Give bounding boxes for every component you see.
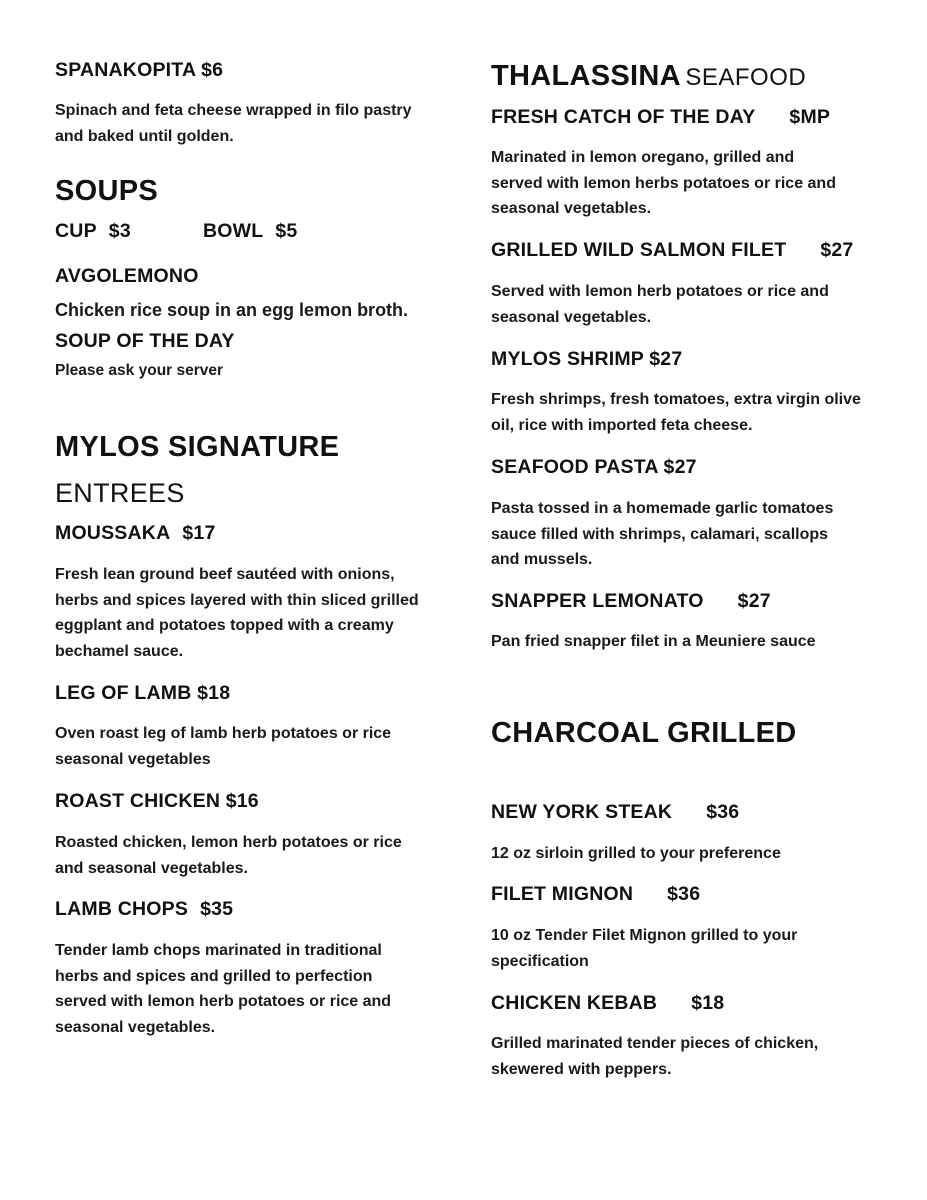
moussaka-price: $17	[182, 522, 216, 544]
fresh-catch-description	[491, 145, 836, 222]
filet-mignon-description	[491, 923, 797, 974]
description-line: 12 oz sirloin grilled to your preference	[491, 845, 781, 862]
cup-label: CUP	[55, 220, 97, 242]
description-line: Pan fried snapper filet in a Meuniere sauce	[491, 633, 816, 650]
avgolemono-title: AVGOLEMONO	[55, 265, 199, 287]
snapper-name: SNAPPER LEMONATO	[491, 590, 704, 612]
seafood-pasta-description	[491, 496, 833, 573]
description-line: and baked until golden.	[55, 127, 234, 145]
ny-steak-name: NEW YORK STEAK	[491, 801, 673, 823]
shrimp-title: MYLOS SHRIMP $27	[491, 348, 683, 370]
description-line: Tender lamb chops marinated in traditional	[55, 942, 382, 959]
seafood-heading-light: SEAFOOD	[685, 64, 807, 91]
seafood-heading-bold: THALASSINA	[491, 60, 681, 92]
description-line: seasonal vegetables	[55, 750, 211, 768]
bowl-label: BOWL	[203, 220, 264, 242]
lamb-chops-description	[55, 938, 391, 1040]
soup-of-the-day-title: SOUP OF THE DAY	[55, 330, 235, 352]
fresh-catch-price: $MP	[789, 106, 831, 128]
lamb-chops-price: $35	[200, 898, 234, 920]
salmon-description	[491, 279, 829, 330]
chicken-kebab-title	[491, 992, 724, 1015]
snapper-title	[491, 590, 771, 613]
spanakopita-description	[55, 98, 412, 149]
description-line: bechamel sauce.	[55, 642, 184, 660]
moussaka-title	[55, 522, 216, 545]
description-line: Spinach and feta cheese wrapped in filo pastry	[55, 102, 412, 119]
description-line: served with lemon herb potatoes or rice and	[55, 993, 392, 1010]
description-line: seasonal vegetables.	[491, 308, 652, 326]
spanakopita-title: SPANAKOPITA $6	[55, 59, 224, 81]
description-line: 10 oz Tender Filet Mignon grilled to your	[491, 927, 798, 944]
fresh-catch-title	[491, 106, 830, 129]
description-line: skewered with peppers.	[491, 1060, 672, 1078]
chicken-kebab-name: CHICKEN KEBAB	[491, 992, 658, 1014]
charcoal-grilled-heading: CHARCOAL GRILLED	[491, 717, 797, 749]
lamb-chops-title	[55, 898, 233, 921]
seafood-pasta-title: SEAFOOD PASTA $27	[491, 456, 697, 478]
roast-chicken-title: ROAST CHICKEN $16	[55, 790, 259, 812]
chicken-kebab-price: $18	[691, 992, 725, 1014]
description-line: seasonal vegetables.	[491, 200, 652, 217]
description-line: oil, rice with imported feta cheese.	[491, 416, 753, 434]
description-line: and seasonal vegetables.	[55, 859, 248, 877]
description-line: seasonal vegetables.	[55, 1018, 216, 1036]
ny-steak-description	[491, 841, 781, 867]
filet-mignon-title	[491, 883, 700, 906]
bowl-size	[203, 220, 297, 243]
salmon-name: GRILLED WILD SALMON FILET	[491, 239, 787, 261]
description-line: Marinated in lemon oregano, grilled and	[491, 149, 795, 166]
seafood-heading	[491, 60, 806, 93]
moussaka-name: MOUSSAKA	[55, 522, 171, 544]
cup-price: $3	[108, 220, 131, 242]
chicken-kebab-description	[491, 1031, 818, 1082]
snapper-description	[491, 629, 816, 655]
fresh-catch-name: FRESH CATCH OF THE DAY	[491, 106, 756, 128]
lamb-chops-name: LAMB CHOPS	[55, 898, 189, 920]
description-line: sauce filled with shrimps, calamari, scallops	[491, 525, 829, 543]
description-line: herbs and spices and grilled to perfection	[55, 967, 373, 985]
ny-steak-title	[491, 801, 739, 824]
filet-mignon-name: FILET MIGNON	[491, 883, 634, 905]
bowl-price: $5	[275, 220, 298, 242]
description-line: and mussels.	[491, 551, 593, 568]
description-line: Fresh shrimps, fresh tomatoes, extra virgin olive	[491, 391, 861, 408]
snapper-price: $27	[737, 590, 771, 612]
roast-chicken-description	[55, 830, 402, 881]
description-line: served with lemon herbs potatoes or rice and	[491, 174, 836, 192]
filet-mignon-price: $36	[667, 883, 701, 905]
description-line: herbs and spices layered with thin sliced grilled	[55, 591, 419, 609]
description-line: Roasted chicken, lemon herb potatoes or rice	[55, 834, 402, 851]
soups-heading: SOUPS	[55, 175, 159, 207]
description-line: Pasta tossed in a homemade garlic tomatoes	[491, 500, 834, 517]
ny-steak-price: $36	[706, 801, 740, 823]
leg-of-lamb-description	[55, 721, 391, 772]
description-line: specification	[491, 952, 589, 970]
signature-heading: MYLOS SIGNATURE	[55, 431, 340, 463]
description-line: eggplant and potatoes topped with a creamy	[55, 617, 394, 634]
description-line: Served with lemon herb potatoes or rice and	[491, 283, 829, 300]
description-line: Grilled marinated tender pieces of chicken,	[491, 1035, 819, 1052]
leg-of-lamb-title: LEG OF LAMB $18	[55, 682, 231, 704]
salmon-price: $27	[820, 239, 854, 261]
soup-of-the-day-description: Please ask your server	[55, 362, 224, 379]
moussaka-description	[55, 562, 419, 664]
entrees-subheading: ENTREES	[55, 478, 185, 508]
cup-size	[55, 220, 131, 243]
salmon-title	[491, 239, 853, 262]
description-line: Oven roast leg of lamb herb potatoes or rice	[55, 725, 392, 742]
shrimp-description	[491, 387, 861, 438]
avgolemono-description: Chicken rice soup in an egg lemon broth.	[55, 300, 409, 320]
description-line: Fresh lean ground beef sautéed with onions,	[55, 566, 395, 583]
